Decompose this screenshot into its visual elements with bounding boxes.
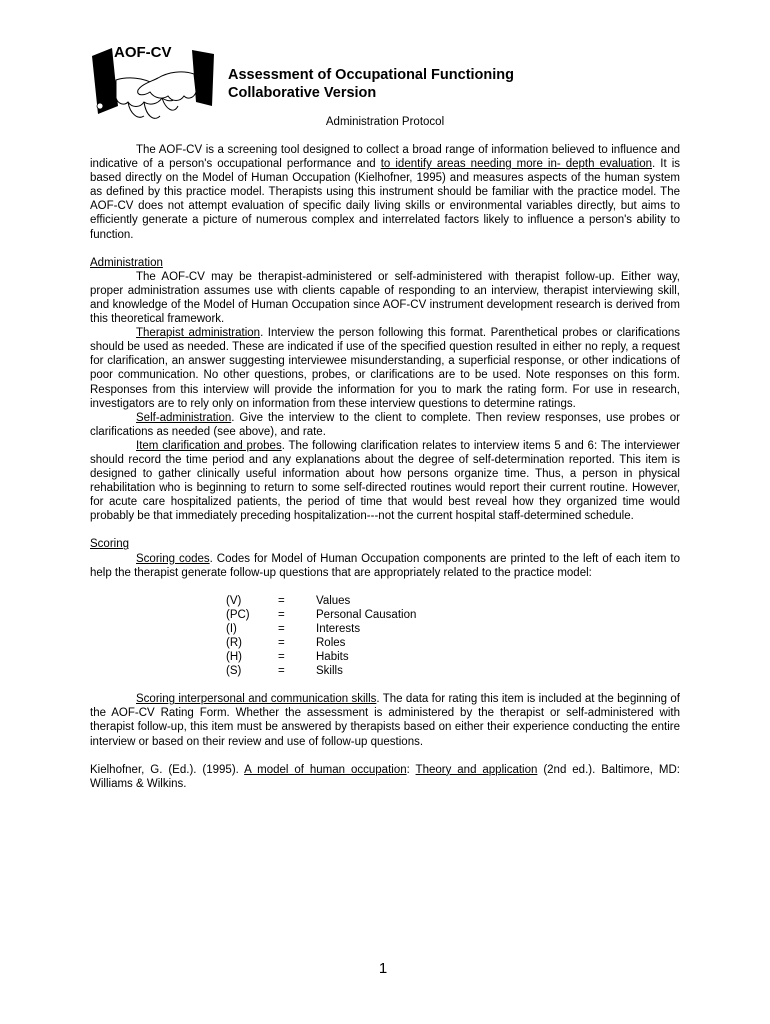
administration-heading-text: Administration bbox=[90, 256, 163, 269]
page-title bbox=[228, 66, 514, 102]
equals-cell: = bbox=[278, 651, 285, 664]
equals-cell: = bbox=[278, 608, 285, 621]
meaning-cell: Roles bbox=[316, 637, 346, 649]
title-line-1: Assessment of Occupational Functioning bbox=[228, 67, 515, 83]
code-cell: (R) bbox=[226, 637, 242, 649]
page-subtitle bbox=[0, 116, 770, 128]
code-row bbox=[226, 622, 416, 636]
reference-authors: Kielhofner, G. (Ed.). (1995). bbox=[90, 763, 245, 776]
intro-underlined: to identify areas needing more in- depth evaluation bbox=[380, 158, 653, 171]
scoring-codes-table bbox=[226, 594, 416, 679]
interpersonal-label: Scoring interpersonal and communication skills bbox=[136, 693, 377, 706]
page-number-text: 1 bbox=[378, 960, 388, 977]
logo-text: AOF-CV bbox=[114, 44, 172, 61]
reference-subtitle: Theory and application bbox=[415, 763, 538, 776]
code-row bbox=[226, 594, 416, 608]
reference bbox=[90, 763, 680, 791]
intro-text: The AOF-CV is a screening tool designed to collect a broad range of information believed to influence and indicative of a person's occupational performance and bbox=[90, 144, 680, 171]
title-line-2: Collaborative Version bbox=[228, 85, 377, 101]
code-row bbox=[226, 650, 416, 664]
document-body bbox=[90, 143, 680, 791]
interpersonal-text: . The data for rating this item is included at the beginning of the AOF-CV Rating Form. Whether the assessment is administered by the therapist or self-administered with therapist follow-up, this item must be answered by therapists based on either their experience conducting the entire interview or based on their review and use of follow-up questions. bbox=[90, 693, 680, 748]
therapist-administration-paragraph bbox=[90, 326, 680, 411]
code-row bbox=[226, 664, 416, 678]
code-cell: (I) bbox=[226, 622, 237, 635]
probes-text: . The following clarification relates to interview items 5 and 6: The interviewer should record the time period and any explanations about the degree of self-determination reported. This item is designed to gather clinically useful information about how persons organize time. Thus, a person in physical rehabilitation who is beginning to return to some self-directed routines would report their current routine. However, for acute care hospitalized patients, the period of time that would best reveal how they organized time would probably be that immediately preceding hospitalization---not the current hospital staff-determined schedule. bbox=[90, 439, 681, 523]
code-cell: (H) bbox=[226, 651, 242, 664]
scoring-heading-text: Scoring bbox=[90, 538, 129, 551]
equals-cell: = bbox=[278, 665, 285, 678]
self-administration-label: Self-administration bbox=[136, 411, 232, 424]
equals-cell: = bbox=[278, 594, 285, 607]
intro-text-end: . It is based directly on the Model of Human Occupation (Kielhofner, 1995) and measures aspects of the human system as defined by this practice model. Therapists using this instrument should be familiar with the practice model. The AOF-CV does not attempt evaluation of specific daily living skills or environmental variables directly, but aims to efficiently generate a picture of numerous complex and interrelated factors likely to influence a person's ability to function. bbox=[90, 158, 681, 241]
meaning-cell: Personal Causation bbox=[316, 608, 417, 621]
administration-paragraph: The AOF-CV may be therapist-administered or self-administered with therapist follow-up. Either way, proper administration assumes use with clients capable of responding to an interview, therapist interviewing skill, and knowledge of the Model of Human Occupation since AOF-CV instrument development research is derived from this theoretical framework. bbox=[90, 270, 680, 326]
code-row bbox=[226, 636, 416, 650]
reference-separator: : bbox=[406, 763, 416, 776]
subtitle-text: Administration Protocol bbox=[325, 116, 445, 128]
self-administration-paragraph bbox=[90, 411, 680, 439]
therapist-administration-text: . Interview the person following this format. Parenthetical probes or clarifications should be used as needed. These are indicated if use of the specified question resulted in either no reply, a request for clarification, an answer suggesting interviewee misunderstanding, a superficial response, or other indications of poor communication. No other questions, probes, or clarifications are to be used. Note responses on this form. Responses from this interview will provide the information for you to mark the rating form. For use in research, investigators are to rely only on information from these interview questions to determine ratings. bbox=[90, 327, 680, 410]
code-cell: (S) bbox=[226, 665, 242, 678]
interpersonal-paragraph bbox=[90, 692, 680, 748]
therapist-administration-label: Therapist administration bbox=[136, 327, 261, 340]
scoring-codes-text: . Codes for Model of Human Occupation components are printed to the left of each item to help the therapist generate follow-up questions that are appropriately related to the practice model: bbox=[90, 552, 681, 579]
probes-label: Item clarification and probes bbox=[136, 439, 282, 452]
scoring-codes-label: Scoring codes bbox=[136, 552, 210, 565]
administration-heading bbox=[90, 256, 680, 270]
reference-title: A model of human occupation bbox=[244, 763, 407, 776]
code-cell: (V) bbox=[226, 594, 242, 607]
reference-publisher: (2nd ed.). Baltimore, MD: Williams & Wilkins. bbox=[90, 763, 680, 790]
scoring-codes-paragraph bbox=[90, 552, 680, 580]
page-number bbox=[0, 960, 770, 977]
intro-paragraph bbox=[90, 143, 680, 242]
meaning-cell: Habits bbox=[316, 651, 349, 664]
code-row bbox=[226, 608, 416, 622]
meaning-cell: Interests bbox=[316, 622, 361, 635]
meaning-cell: Values bbox=[316, 594, 351, 607]
equals-cell: = bbox=[278, 622, 285, 635]
code-cell: (PC) bbox=[226, 608, 250, 621]
meaning-cell: Skills bbox=[316, 665, 343, 678]
equals-cell: = bbox=[278, 637, 285, 649]
scoring-heading bbox=[90, 537, 680, 551]
probes-paragraph bbox=[90, 439, 680, 524]
self-administration-text: . Give the interview to the client to complete. Then review responses, use probes or clarifications as needed (see above), and rate. bbox=[90, 411, 680, 438]
